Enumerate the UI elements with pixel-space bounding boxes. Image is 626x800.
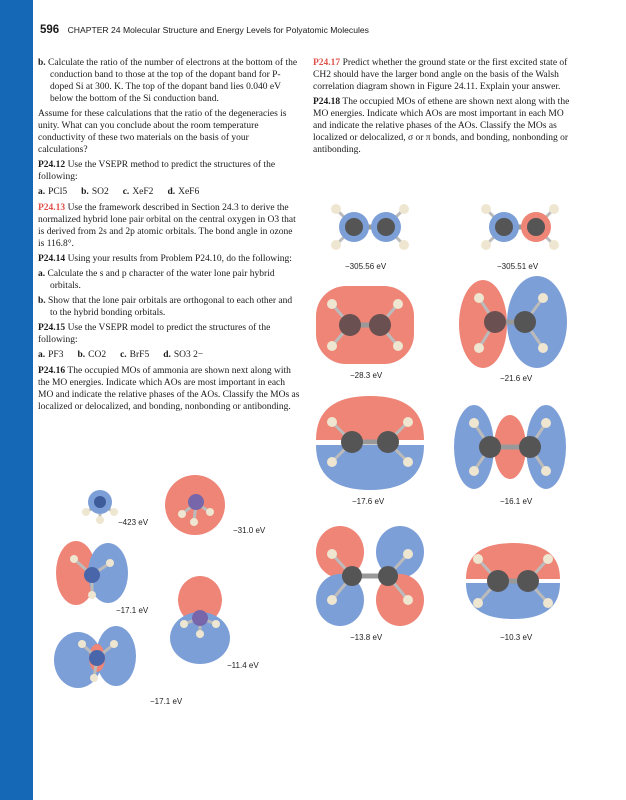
- ammonia-energy-4: −11.4 eV: [227, 661, 259, 670]
- left-column: [38, 57, 300, 416]
- ammonia-energy-3: −17.1 eV: [116, 606, 149, 615]
- ammonia-mo-4: [166, 572, 234, 667]
- ethene-mo-3: [310, 280, 420, 370]
- chapter-title: CHAPTER 24 Molecular Structure and Energy Levels for Polyatomic Molecules: [67, 25, 369, 35]
- ethene-energy-7: −13.8 eV: [350, 633, 383, 642]
- page-number: 596: [40, 24, 60, 36]
- page-edge-bar: [0, 0, 33, 800]
- ammonia-mo-1: [78, 484, 122, 524]
- problem-24-17: P24.17 Predict whether the ground state or the first excited state of CH2 should have the larger bond angle on the basis of the Walsh correlation diagram shown in Figure 24.11. Explain your answer.: [313, 58, 568, 92]
- ammonia-energy-2: −31.0 eV: [233, 526, 266, 535]
- ammonia-mo-5: [52, 622, 142, 692]
- ammonia-energy-1: −423 eV: [118, 518, 149, 527]
- problem-24-18: P24.18 The occupied MOs of ethene are shown next along with the MO energies. Indicate which AOs are most important in each MO and indicate the relative phases of the AOs. Classify the MOs as localized or delocalized, σ or π bonds, and bonding, nonbonding or antibonding.: [313, 97, 570, 155]
- problem-24-14: P24.14 Using your results from Problem P24.10, do the following:: [38, 254, 292, 264]
- problem-24-15: P24.15 Use the VSEPR model to predict the structures of the following:: [38, 323, 271, 345]
- problem-24-16: P24.16 The occupied MOs of ammonia are shown next along with the MO energies. Indicate which AOs are most important in each MO and indicate the relative phases of the AOs. Classify the MOs as localized or delocalized, and bonding, nonbonding or antibonding.: [38, 366, 300, 412]
- ethene-energy-1: −305.56 eV: [345, 262, 387, 271]
- assume-paragraph: Assume for these calculations that the ratio of the degeneracies is unity. What can you conclude about the room temperature conductivity of these two materials on the basis of your calculations?: [38, 109, 287, 155]
- problem-24-12: P24.12 Use the VSEPR method to predict the structures of the following:: [38, 160, 276, 182]
- ethene-energy-3: −28.3 eV: [350, 371, 383, 380]
- ethene-energy-5: −17.6 eV: [352, 497, 385, 506]
- problem-24-13: P24.13 Use the framework described in Section 24.3 to derive the normalized hybrid lone pair orbital on the central oxygen in O3 that is derived from 2s and 2p atomic orbitals. The bond angle in ozone is 116.8°.: [38, 203, 296, 249]
- ammonia-energy-5: −17.1 eV: [150, 697, 183, 706]
- ethene-mo-4: [455, 272, 570, 372]
- ethene-energy-8: −10.3 eV: [500, 633, 533, 642]
- right-column: [313, 57, 576, 159]
- ethene-mo-7: [310, 520, 430, 630]
- problem-24-14b: b. Show that the lone pair orbitals are orthogonal to each other and to the hybrid bonding orbitals.: [38, 296, 293, 318]
- page-header: [40, 24, 600, 42]
- ethene-energy-6: −16.1 eV: [500, 497, 533, 506]
- ethene-energy-2: −305.51 eV: [497, 262, 539, 271]
- ethene-mo-2: [470, 192, 570, 262]
- ammonia-mo-3: [52, 537, 132, 609]
- ethene-mo-8: [458, 535, 568, 625]
- ammonia-mo-2: [160, 470, 230, 540]
- problem-11b: b. Calculate the ratio of the number of electrons at the bottom of the conduction band to those at the top of the dopant band for P-doped Si at 300. K. The top of the dopant band lies 0.040 eV below the bottom of the Si conduction band.: [38, 58, 298, 104]
- ethene-mo-6: [450, 395, 570, 495]
- p15-options: a. PF3 b. CO2 c. BrF5 d. SO3 2−: [38, 350, 204, 360]
- p12-options: a. PCl5 b. SO2 c. XeF2 d. XeF6: [38, 187, 200, 197]
- problem-24-14a: a. Calculate the s and p character of the water lone pair hybrid orbitals.: [38, 269, 275, 291]
- ethene-mo-5: [310, 390, 430, 495]
- ethene-energy-4: −21.6 eV: [500, 374, 533, 383]
- ethene-mo-1: [320, 192, 420, 262]
